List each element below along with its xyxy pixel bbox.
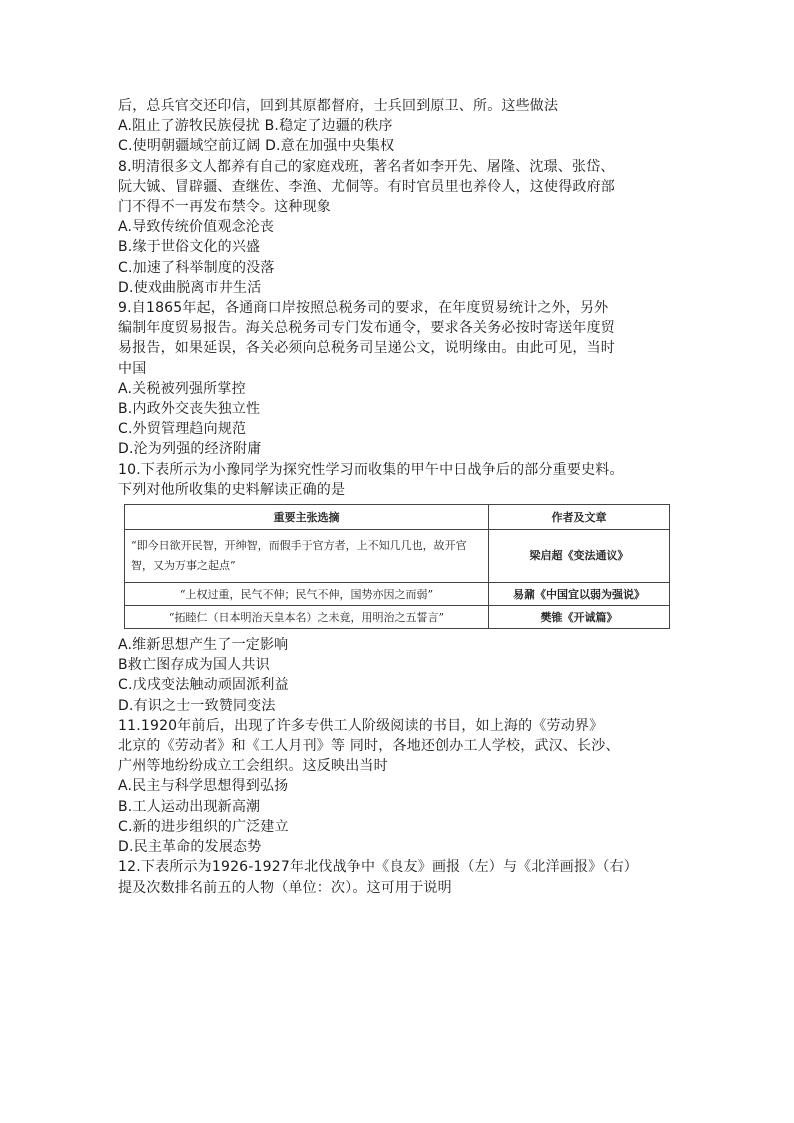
text-line: 易报告，如果延误，各关必须向总税务司呈递公文，说明缘由。由此可见，当时 xyxy=(118,340,615,357)
text-line: D.沦为列强的经济附庸 xyxy=(118,441,262,458)
quote-cell: “上权过重，民气不伸；民气不伸，国势亦因之而弱” xyxy=(125,583,489,606)
table-row xyxy=(125,583,670,606)
author-cell: 梁启超《变法通议》 xyxy=(489,530,670,583)
text-line: C.戊戌变法触动顽固派利益 xyxy=(118,677,289,694)
text-line: 后，总兵官交还印信，回到其原都督府，士兵回到原卫、所。这些做法 xyxy=(118,98,559,114)
text-line: A.维新思想产生了一定影响 xyxy=(118,637,289,654)
author-cell: 易鼐《中国宜以弱为强说》 xyxy=(489,583,670,606)
text-line: C.加速了科举制度的没落 xyxy=(118,259,275,276)
table-row xyxy=(125,530,670,583)
table-header-row xyxy=(125,505,670,530)
text-line: 11.1920年前后，出现了许多专供工人阶级阅读的书目，如上海的《劳动界》 xyxy=(118,717,604,734)
text-line: A.导致传统价值观念沦丧 xyxy=(118,219,275,236)
historical-sources-table xyxy=(124,504,670,629)
text-line: D.有识之士一致赞同变法 xyxy=(118,697,276,714)
quote-line: “即今日欲开民智，开绅智，而假手于官方者，上不知几几也，故开官 xyxy=(131,539,467,553)
text-line: 门不得不一再发布禁令。这种现象 xyxy=(118,199,331,216)
text-line: 编制年度贸易报告。海关总税务司专门发布通令，要求各关务必按时寄送年度贸 xyxy=(118,320,615,337)
quote-cell xyxy=(125,530,489,583)
header-author: 作者及文章 xyxy=(489,505,670,530)
text-line: B.内政外交丧失独立性 xyxy=(118,401,261,418)
text-line: B.工人运动出现新高潮 xyxy=(118,798,261,815)
text-line: 阮大铖、冒辟疆、查继佐、李渔、尤侗等。有时官员里也养伶人，这使得政府部 xyxy=(118,178,615,195)
text-line: 下列对他所收集的史料解读正确的是 xyxy=(118,481,346,498)
text-line: 12.下表所示为1926-1927年北伐战争中《良友》画报（左）与《北洋画报》（右） xyxy=(118,859,638,876)
text-line: C.新的进步组织的广泛建立 xyxy=(118,818,289,835)
table-row xyxy=(125,606,670,629)
text-line: A.民主与科学思想得到弘扬 xyxy=(118,778,289,795)
quote-cell: “拓睦仁（日本明治天皇本名）之未竟，用明治之五誓言” xyxy=(125,606,489,629)
text-line: B.缘于世俗文化的兴盛 xyxy=(118,239,261,256)
exam-page xyxy=(118,96,684,898)
text-line: D.民主革命的发展态势 xyxy=(118,839,262,856)
question-text-top xyxy=(118,96,684,500)
text-line: B救亡图存成为国人共识 xyxy=(118,657,270,674)
text-line: 北京的《劳动者》和《工人月刊》等 同时，各地还创办工人学校，武汉、长沙、 xyxy=(118,738,620,755)
text-line: 中国 xyxy=(118,360,147,377)
question-text-bottom xyxy=(118,635,684,898)
text-line: 8.明清很多文人都养有自己的家庭戏班，著名者如李开先、屠隆、沈璟、张岱、 xyxy=(118,158,615,175)
text-line: C.外贸管理趋向规范 xyxy=(118,421,247,438)
text-line: A.阻止了游牧民族侵扰 B.稳定了边疆的秩序 xyxy=(118,118,393,135)
author-cell: 樊锥《开诚篇》 xyxy=(489,606,670,629)
source-table-container xyxy=(124,504,670,629)
header-quotes: 重要主张选摘 xyxy=(125,505,489,530)
quote-line: 智，又为万事之起点” xyxy=(131,559,236,573)
text-line: A.关税被列强所掌控 xyxy=(118,380,246,397)
text-line: 广州等地纷纷成立工会组织。这反映出当时 xyxy=(118,758,388,775)
text-line: D.使戏曲脱离市井生活 xyxy=(118,279,262,296)
text-line: 10.下表所示为小豫同学为探究性学习而收集的甲午中日战争后的部分重要史料。 xyxy=(118,461,624,478)
text-line: C.使明朝疆域空前辽阔 D.意在加强中央集权 xyxy=(118,138,395,155)
text-line: 9.自1865年起，各通商口岸按照总税务司的要求，在年度贸易统计之外，另外 xyxy=(118,300,609,317)
text-line: 提及次数排名前五的人物（单位：次）。这可用于说明 xyxy=(118,879,452,896)
